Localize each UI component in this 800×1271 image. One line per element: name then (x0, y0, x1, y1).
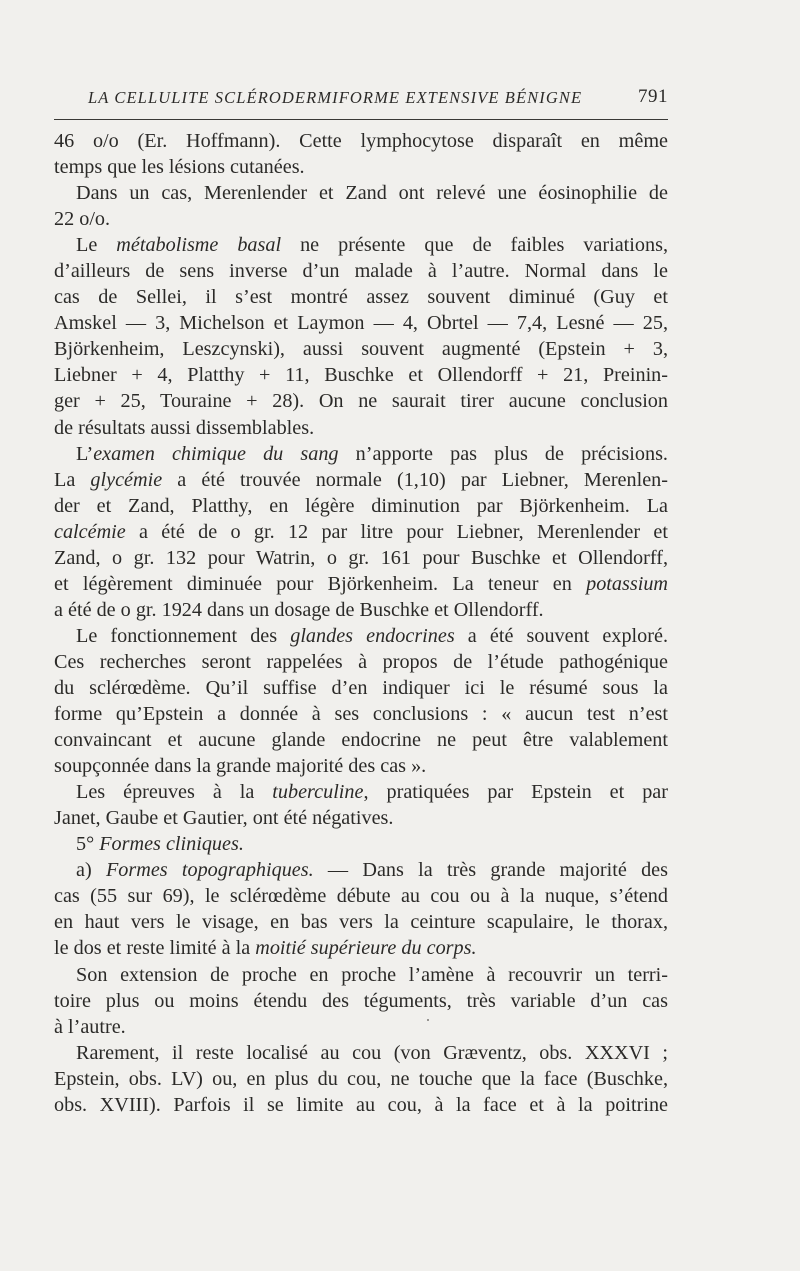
text-line: der et Zand, Platthy, en légère diminution par Björkenheim. La (54, 494, 668, 517)
text-line: soupçonnée dans la grande majorité des cas ». (54, 755, 427, 778)
print-speck (427, 1019, 429, 1021)
italic-term: tuberculine (272, 781, 364, 804)
text-line: Liebner + 4, Platthy + 11, Buschke et Ollendorff + 21, Preinin- (54, 364, 668, 387)
running-title: LA CELLULITE SCLÉRODERMIFORME EXTENSIVE BÉNIGNE (88, 88, 583, 107)
text-line: Le métabolisme basal ne présente que de faibles variations, (76, 234, 668, 257)
italic-term: examen chimique du sang (93, 442, 339, 465)
text-line: le dos et reste limité à la moitié supérieure du corps. (54, 937, 477, 960)
header-rule (54, 119, 668, 120)
italic-term: glandes endocrines (290, 624, 455, 647)
text-line: forme qu’Epstein a donnée à ses conclusions : « aucun test n’est (54, 703, 668, 726)
italic-term: métabolisme basal (116, 234, 282, 257)
page-number: 791 (638, 86, 668, 107)
text-line: L’examen chimique du sang n’apporte pas plus de précisions. (76, 442, 668, 465)
text-line: Dans un cas, Merenlender et Zand ont relevé une éosinophilie de (76, 182, 668, 205)
text-line: Ces recherches seront rappelées à propos de l’étude pathogénique (54, 650, 668, 673)
text-line: ger + 25, Touraine + 28). On ne saurait tirer aucune conclusion (54, 390, 668, 413)
text-line: a été de o gr. 1924 dans un dosage de Buschke et Ollendorff. (54, 598, 544, 621)
body-text (54, 128, 668, 1118)
text-line: Les épreuves à la tuberculine, pratiquées par Epstein et par (76, 781, 668, 804)
text-line: Björkenheim, Leszcynski), aussi souvent augmenté (Epstein + 3, (54, 338, 668, 361)
text-line: Janet, Gaube et Gautier, ont été négatives. (54, 807, 394, 830)
italic-term: Formes cliniques. (99, 833, 244, 856)
text-line: 22 o/o. (54, 208, 111, 231)
text-line: de résultats aussi dissemblables. (54, 416, 315, 439)
text-line: Epstein, obs. LV) ou, en plus du cou, ne touche que la face (Buschke, (54, 1067, 668, 1090)
text-line: 46 o/o (Er. Hoffmann). Cette lymphocytose disparaît en même (54, 130, 668, 152)
page-header (88, 84, 668, 112)
section-heading: 5° Formes cliniques. (76, 833, 244, 856)
text-line: a) Formes topographiques. — Dans la très grande majorité des (76, 859, 668, 882)
text-line: cas de Sellei, il s’est montré assez souvent diminué (Guy et (54, 286, 668, 309)
text-line: et légèrement diminuée pour Björkenheim. La teneur en potassium (54, 572, 668, 595)
text-line: obs. XVIII). Parfois il se limite au cou, à la face et à la poitrine (54, 1093, 668, 1116)
text-line: toire plus ou moins étendu des téguments, très variable d’un cas (54, 989, 668, 1012)
italic-term: potassium (586, 572, 668, 595)
text-line: à l’autre. (54, 1015, 126, 1038)
text-line: La glycémie a été trouvée normale (1,10) par Liebner, Merenlen- (54, 468, 668, 491)
text-line: du sclérœdème. Qu’il suffise d’en indiquer ici le résumé sous la (54, 676, 668, 699)
text-line: temps que les lésions cutanées. (54, 156, 305, 179)
italic-term: Formes topographiques. (105, 859, 314, 882)
text-line: d’ailleurs de sens inverse d’un malade à l’autre. Normal dans le (54, 260, 668, 283)
text-line: Amskel — 3, Michelson et Laymon — 4, Obrtel — 7,4, Lesné — 25, (54, 312, 668, 335)
italic-term: calcémie (54, 520, 126, 543)
text-line: convaincant et aucune glande endocrine ne peut être valablement (54, 729, 668, 752)
text-line: en haut vers le visage, en bas vers la ceinture scapulaire, le thorax, (54, 911, 668, 934)
text-line: cas (55 sur 69), le sclérœdème débute au cou ou à la nuque, s’étend (54, 885, 668, 908)
italic-term: moitié supérieure du corps. (255, 937, 477, 960)
text-line: Le fonctionnement des glandes endocrines a été souvent exploré. (76, 624, 668, 647)
text-line: Rarement, il reste localisé au cou (von Græventz, obs. XXXVI ; (76, 1041, 668, 1064)
text-line: Zand, o gr. 132 pour Watrin, o gr. 161 pour Buschke et Ollendorff, (54, 546, 668, 569)
text-line: calcémie a été de o gr. 12 par litre pour Liebner, Merenlender et (54, 520, 668, 543)
text-line: Son extension de proche en proche l’amène à recouvrir un terri- (76, 963, 668, 986)
italic-term: glycémie (90, 468, 163, 491)
